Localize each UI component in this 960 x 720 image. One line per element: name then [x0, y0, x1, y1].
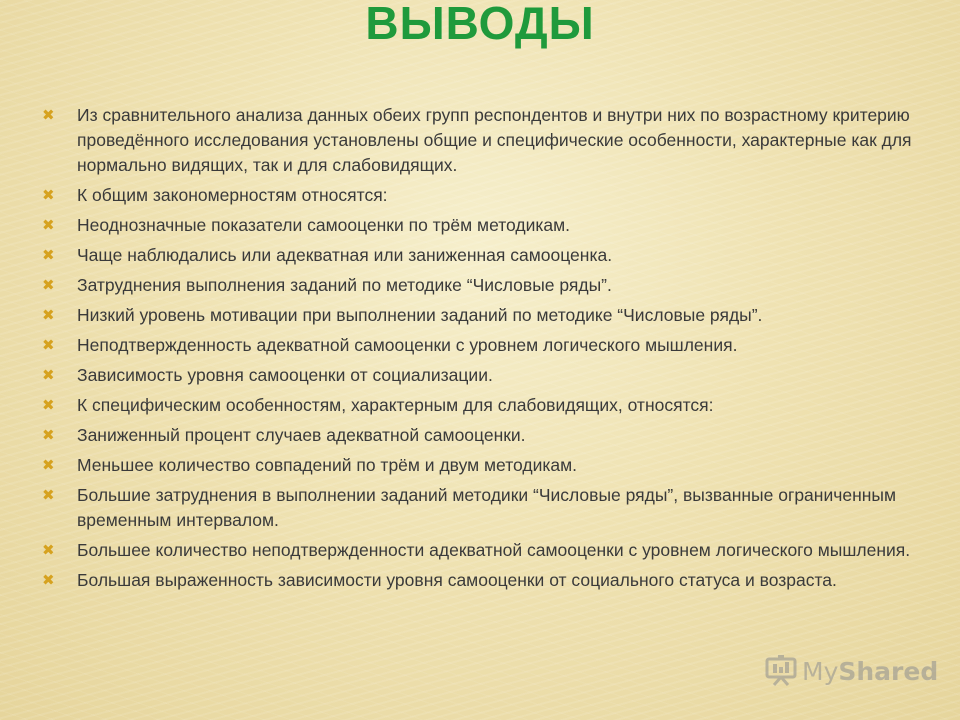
bullet-marker-icon: ✖ — [42, 456, 55, 474]
bullet-item — [42, 568, 942, 593]
bullet-text: Большее количество неподтвержденности адекватной самооценки с уровнем логического мышления. — [77, 540, 911, 560]
watermark-text — [802, 657, 938, 686]
presentation-board-icon — [764, 654, 798, 688]
bullet-item — [42, 213, 942, 238]
bullet-text: Неоднозначные показатели самооценки по трём методикам. — [77, 215, 571, 235]
bullet-text: Большая выраженность зависимости уровня самооценки от социального статуса и возраста. — [77, 570, 837, 590]
bullet-marker-icon: ✖ — [42, 216, 55, 234]
bullet-text: Низкий уровень мотивации при выполнении заданий по методике “Числовые ряды”. — [77, 305, 763, 325]
bullet-item — [42, 243, 942, 268]
bullet-marker-icon: ✖ — [42, 336, 55, 354]
bullet-marker-icon: ✖ — [42, 106, 55, 124]
bullet-item — [42, 483, 942, 533]
bullet-item — [42, 333, 942, 358]
bullet-marker-icon: ✖ — [42, 541, 55, 559]
bullet-marker-icon: ✖ — [42, 426, 55, 444]
watermark-my: My — [802, 656, 839, 686]
bullet-text: Зависимость уровня самооценки от социализации. — [77, 365, 493, 385]
bullet-marker-icon: ✖ — [42, 306, 55, 324]
bullet-marker-icon: ✖ — [42, 246, 55, 264]
bullet-item — [42, 423, 942, 448]
bullet-marker-icon: ✖ — [42, 186, 55, 204]
watermark-shared: Shared — [838, 656, 939, 686]
bullet-text: Затруднения выполнения заданий по методике “Числовые ряды”. — [77, 275, 612, 295]
bullet-item — [42, 103, 942, 178]
bullet-marker-icon: ✖ — [42, 571, 55, 589]
bullet-item — [42, 363, 942, 388]
myshared-watermark — [764, 654, 938, 688]
bullet-text: К специфическим особенностям, характерным для слабовидящих, относятся: — [77, 395, 714, 415]
bullet-text: Большие затруднения в выполнении заданий методики “Числовые ряды”, вызванные ограниченным временным интервалом. — [77, 485, 897, 530]
bullet-item — [42, 453, 942, 478]
bullet-text: Неподтвержденность адекватной самооценки с уровнем логического мышления. — [77, 335, 738, 355]
bullet-text: Меньшее количество совпадений по трём и двум методикам. — [77, 455, 578, 475]
slide-title: ВЫВОДЫ — [365, 0, 595, 49]
bullet-list — [42, 103, 942, 598]
bullet-marker-icon: ✖ — [42, 396, 55, 414]
bullet-item — [42, 538, 942, 563]
bullet-marker-icon: ✖ — [42, 276, 55, 294]
bullet-item — [42, 303, 942, 328]
bullet-text: К общим закономерностям относятся: — [77, 185, 388, 205]
bullet-marker-icon: ✖ — [42, 486, 55, 504]
bullet-text: Из сравнительного анализа данных обеих групп респондентов и внутри них по возрастному критерию проведённого исследования установлены общие и специфические особенности, характерные как для нормально видящих, так и для слабовидящих. — [77, 105, 912, 175]
bullet-marker-icon: ✖ — [42, 366, 55, 384]
bullet-text: Чаще наблюдались или адекватная или заниженная самооценка. — [77, 245, 613, 265]
bullet-item — [42, 273, 942, 298]
bullet-text: Заниженный процент случаев адекватной самооценки. — [77, 425, 526, 445]
bullet-item — [42, 183, 942, 208]
bullet-item — [42, 393, 942, 418]
